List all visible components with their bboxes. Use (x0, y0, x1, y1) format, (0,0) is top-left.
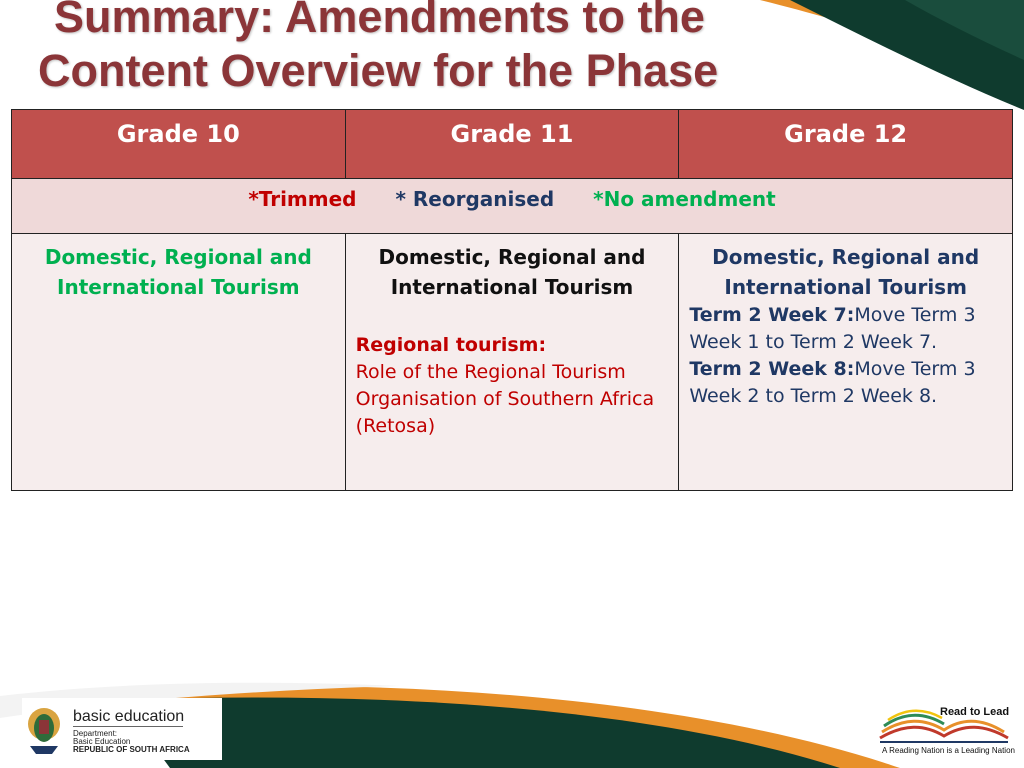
cell-grade-12 (679, 234, 1013, 491)
cell-grade-10 (12, 234, 346, 491)
header-grade-11: Grade 11 (345, 110, 679, 179)
header-grade-12: Grade 12 (679, 110, 1013, 179)
grade12-item2-label: Term 2 Week 8: (689, 358, 855, 380)
slide-title-line2: Content Overview for the Phase (38, 45, 719, 96)
grade12-item2-text: Move Term 3 Week 2 to Term 2 Week 8. (689, 358, 976, 407)
cell-grade-11 (345, 234, 679, 491)
grade12-item1 (689, 302, 1002, 356)
legend-trimmed: *Trimmed (248, 187, 357, 211)
dbe-divider (73, 726, 183, 727)
read-to-lead-slogan: A Reading Nation is a Leading Nation (882, 746, 1015, 755)
grade12-item1-text: Move Term 3 Week 1 to Term 2 Week 7. (689, 304, 976, 353)
grade10-topic: Domestic, Regional and International Tourism (44, 245, 312, 299)
grade11-topic: Domestic, Regional and International Tourism (378, 245, 646, 299)
legend-no-amendment: *No amendment (593, 187, 776, 211)
slide-title-line1: Summary: Amendments to the (54, 0, 705, 42)
amendments-table (11, 109, 1013, 491)
content-row (12, 234, 1013, 491)
grade12-item1-label: Term 2 Week 7: (689, 304, 855, 326)
grade12-item2 (689, 356, 1002, 410)
header-grade-10: Grade 10 (12, 110, 346, 179)
dbe-sub2: Basic Education (73, 737, 131, 746)
read-to-lead-title: Read to Lead (940, 706, 1010, 718)
dbe-sub1: Department: (73, 729, 118, 738)
header-row (12, 110, 1013, 179)
legend-row (12, 179, 1013, 234)
slide-title (38, 0, 858, 102)
dbe-name: basic education (73, 708, 185, 725)
grade11-sub-text: Role of the Regional Tourism Organisation of Southern Africa (Retosa) (355, 361, 655, 437)
legend-reorganised: * Reorganised (395, 187, 555, 211)
dbe-sub3: REPUBLIC OF SOUTH AFRICA (73, 745, 190, 754)
spacer (356, 302, 669, 332)
grade11-sub-heading: Regional tourism: (355, 334, 547, 356)
legend-cell (12, 179, 1013, 234)
grade12-topic: Domestic, Regional and International Tourism (712, 245, 980, 299)
